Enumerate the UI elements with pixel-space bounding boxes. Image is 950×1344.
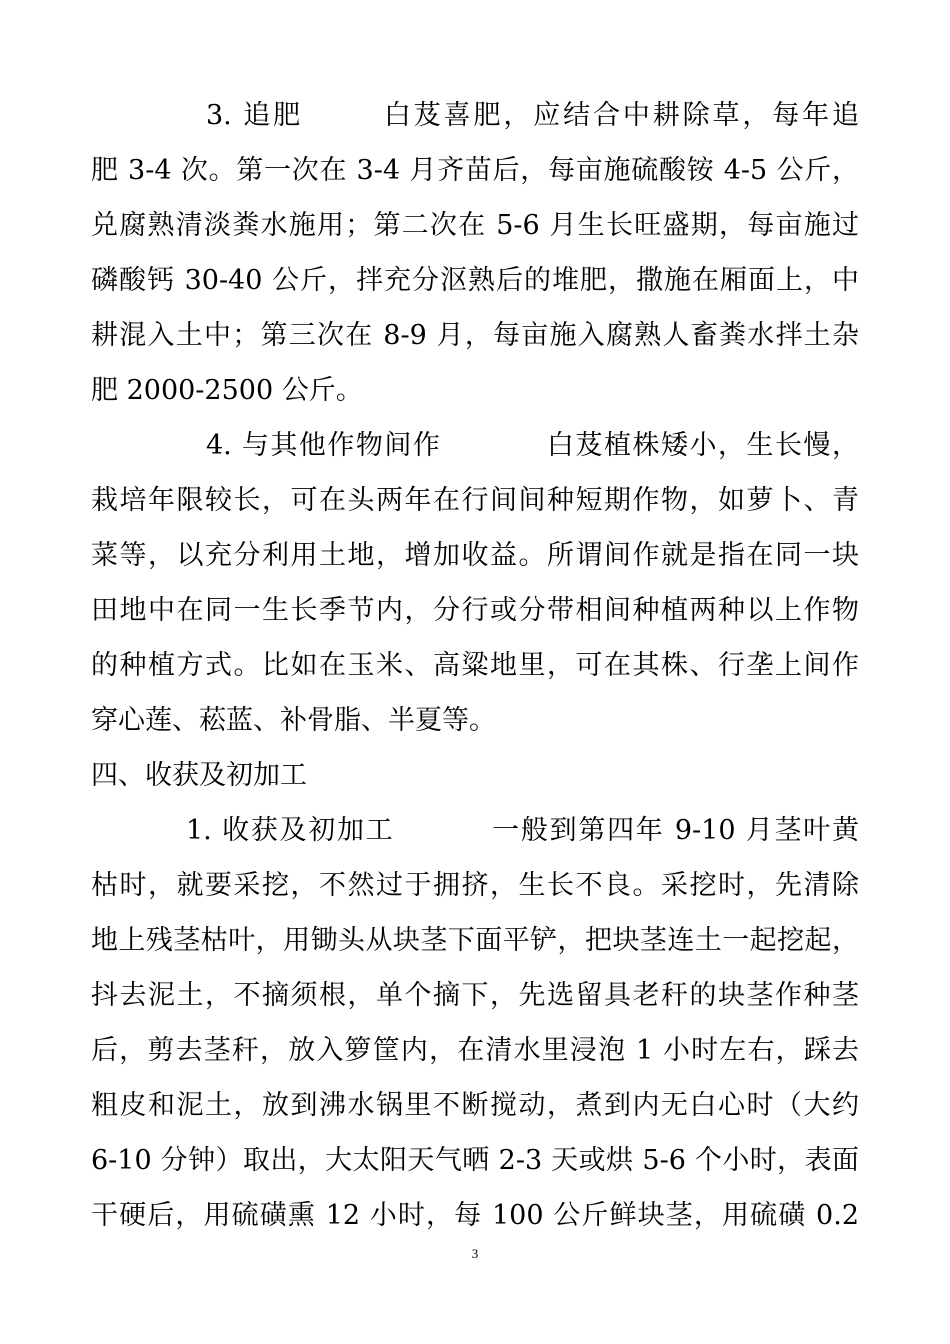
section-heading: 3. 追肥 (206, 100, 303, 131)
paragraph-line: 耕混入土中；第三次在 8-9 月，每亩施入腐熟人畜粪水拌土杂 (91, 320, 859, 351)
chapter-heading: 四、收获及初加工 (91, 760, 307, 791)
paragraph-line: 后，剪去茎秆，放入箩筐内，在清水里浸泡 1 小时左右，踩去 (91, 1035, 859, 1066)
paragraph-line: 栽培年限较长，可在头两年在行间间种短期作物，如萝卜、青 (91, 485, 859, 516)
paragraph-text: 一般到第四年 9-10 月茎叶黄 (490, 815, 859, 846)
paragraph-line: 穿心莲、菘蓝、补骨脂、半夏等。 (91, 705, 496, 736)
page-number: 3 (471, 1246, 479, 1261)
section-heading: 4. 与其他作物间作 (206, 430, 442, 461)
document-page (91, 88, 859, 1243)
paragraph-line: 抖去泥土，不摘须根，单个摘下，先选留具老秆的块茎作种茎 (91, 980, 859, 1011)
paragraph-line: 兑腐熟清淡粪水施用；第二次在 5-6 月生长旺盛期，每亩施过 (91, 210, 859, 241)
paragraph-text: 白芨喜肥，应结合中耕除草，每年追 (380, 100, 859, 131)
paragraph-line: 地上残茎枯叶，用锄头从块茎下面平铲，把块茎连土一起挖起， (91, 925, 859, 956)
paragraph-line: 干硬后，用硫磺熏 12 小时，每 100 公斤鲜块茎，用硫磺 0.2 (91, 1200, 859, 1231)
paragraph-line: 肥 2000-2500 公斤。 (91, 375, 363, 406)
section-first-line (91, 88, 859, 143)
section-heading: 1. 收获及初加工 (186, 815, 395, 846)
section-first-line (91, 418, 859, 473)
paragraph-line: 田地中在同一生长季节内，分行或分带相间种植两种以上作物 (91, 595, 859, 626)
paragraph-line: 6-10 分钟）取出，大太阳天气晒 2-3 天或烘 5-6 个小时，表面 (91, 1145, 859, 1176)
paragraph-line: 枯时，就要采挖，不然过于拥挤，生长不良。采挖时，先清除 (91, 870, 859, 901)
paragraph-line: 的种植方式。比如在玉米、高粱地里，可在其株、行垄上间作 (91, 650, 859, 681)
paragraph-line: 磷酸钙 30-40 公斤，拌充分沤熟后的堆肥，撒施在厢面上，中 (91, 265, 859, 296)
paragraph-text: 白芨植株矮小，生长慢， (545, 430, 859, 461)
paragraph-line: 粗皮和泥土，放到沸水锅里不断搅动，煮到内无白心时（大约 (91, 1090, 859, 1121)
section-first-line (91, 803, 859, 858)
paragraph-line: 肥 3-4 次。第一次在 3-4 月齐苗后，每亩施硫酸铵 4-5 公斤， (91, 155, 859, 186)
paragraph-line: 菜等，以充分利用土地，增加收益。所谓间作就是指在同一块 (91, 540, 859, 571)
